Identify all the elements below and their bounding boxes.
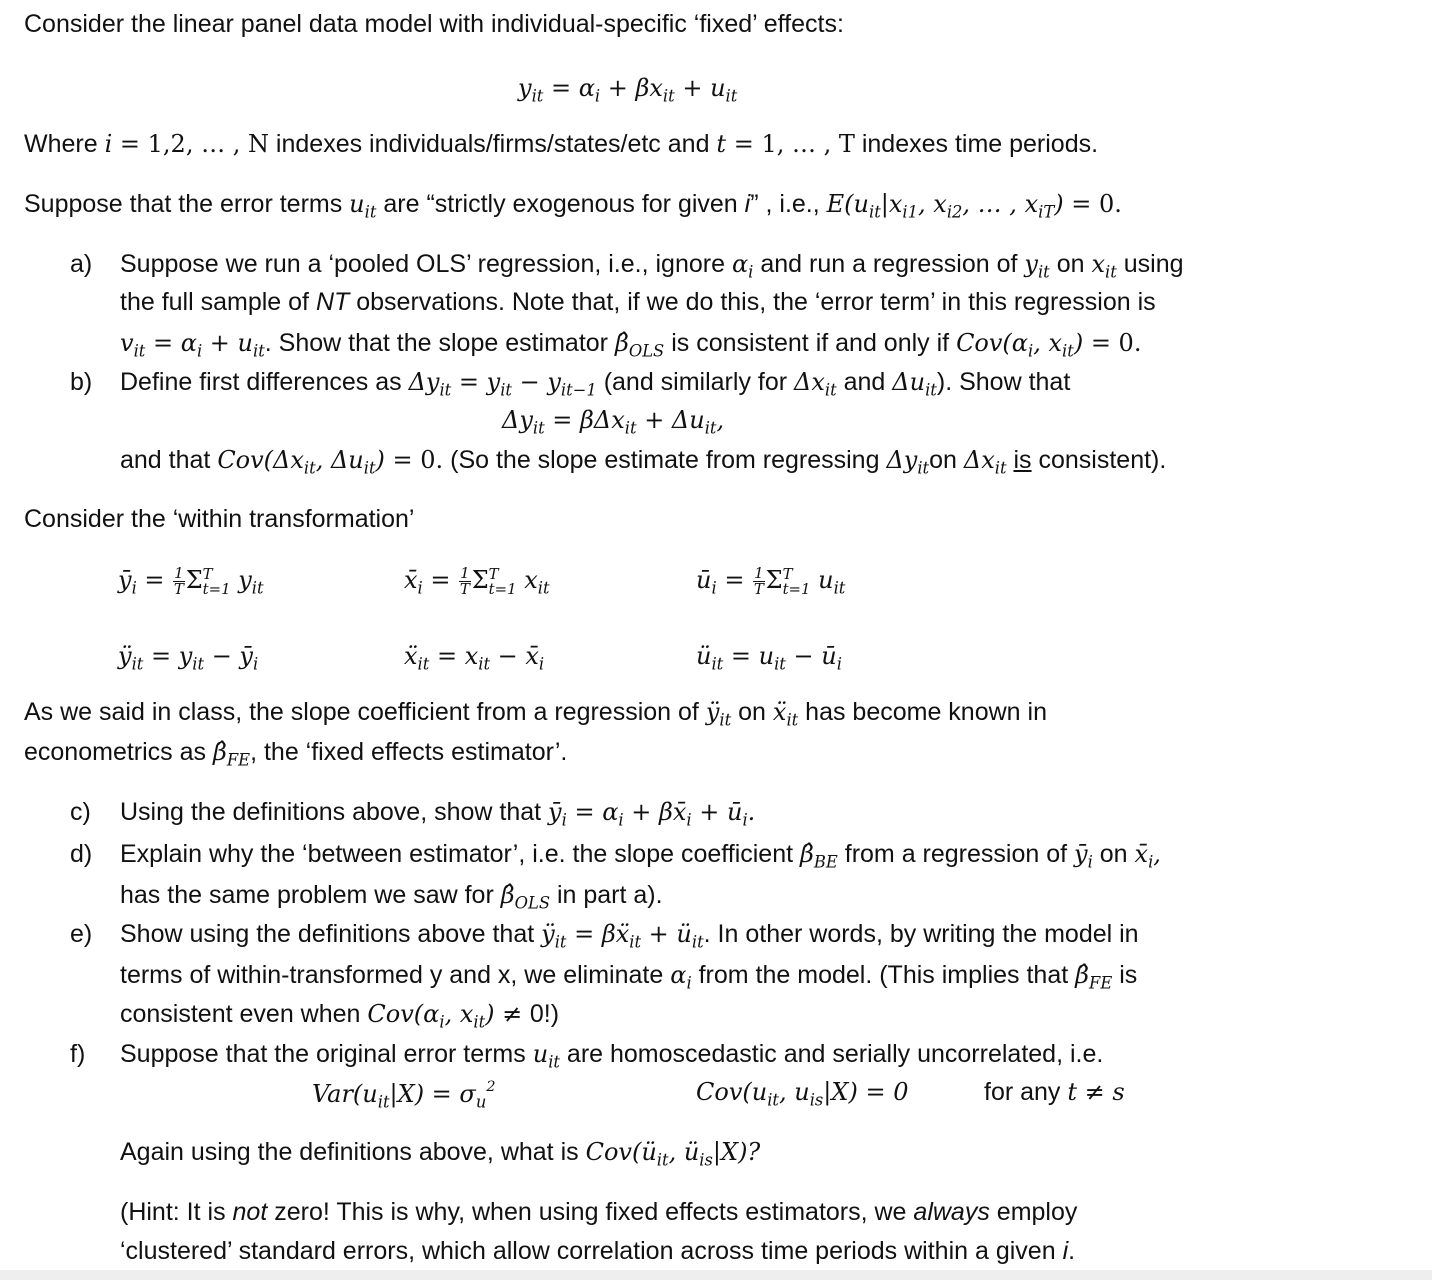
model-equation: $y_{it} = \alpha_i + \beta x_{it} + u_{it}$ bbox=[518, 74, 738, 106]
covariance-equation: $Cov(u_{it}$, $u_{is}|X) = 0$ bbox=[696, 1078, 909, 1110]
where-line: Where i = 1,2, … , N indexes individuals/firms/states/etc and t = 1, … , T indexes time periods. bbox=[24, 130, 1099, 158]
class-line2: econometrics as $\betâ_{FE}$, the ‘fixed effects estimator’. bbox=[24, 738, 568, 770]
xbar-definition: $x̄_i$ = $\frac{1}{T}$ Σ T t=1 $x_{it}$ bbox=[404, 564, 550, 598]
hint-line1: (Hint: It is not zero! This is why, when using fixed effects estimators, we always employ bbox=[120, 1198, 1078, 1226]
part-d-line1: Explain why the ‘between estimator’, i.e. the slope coefficient $\betâ_{BE}$ from a regression of $ȳ_i$ on $x̄_i$, bbox=[120, 840, 1161, 872]
for-any-text: for any t ≠ s bbox=[984, 1078, 1125, 1106]
ybar-definition: $ȳ_i$ = $\frac{1}{T}$ Σ T t=1 $y_{it}$ bbox=[118, 564, 264, 598]
part-c-label: c) bbox=[70, 798, 91, 826]
part-a-line3: $v_{it} = \alpha_i + u_{it}$. Show that the slope estimator $\betâ_{OLS}$ is consistent if and only if $Cov(\alpha_i$, $x_{it}) = 0$. bbox=[120, 329, 1142, 361]
part-e-label: e) bbox=[70, 920, 93, 948]
udd-definition: $ü_{it} = u_{it}$ − $ū_i$ bbox=[696, 642, 842, 674]
part-e-line1: Show using the definitions above that $ÿ_{it}$ = βẍ$_{it}$ + $ü_{it}$. In other words, by writing the model in bbox=[120, 920, 1139, 952]
ubar-definition: $ū_i$ = $\frac{1}{T}$ Σ T t=1 $u_{it}$ bbox=[696, 564, 846, 598]
bottom-edge bbox=[0, 1270, 1432, 1280]
part-d-line2: has the same problem we saw for $\betâ_{OLS}$ in part a). bbox=[120, 881, 663, 913]
part-b-line1: Define first differences as $\Delta y_{it} = y_{it} - y_{it-1}$ (and similarly for $\Delta x_{it}$ and $\Delta u_{it}$). Show that bbox=[120, 368, 1071, 400]
xdd-definition: ẍ$_{it}$ = $x_{it}$ − $x̄_i$ bbox=[404, 642, 545, 674]
exogeneity-line: Suppose that the error terms $u_{it}$ are “strictly exogenous for given i” , i.e., $E(u_{it}|x_{i1}$, $x_{i2}$, … , $x_{iT}) = 0$. bbox=[24, 190, 1122, 222]
part-a-line2: the full sample of NT observations. Note that, if we do this, the ‘error term’ in this regression is bbox=[120, 288, 1156, 316]
part-b-line3: and that $Cov(\Delta x_{it}$, $\Delta u_{it}) = 0$. (So the slope estimate from regressing $\Delta y_{it}on$ $\Delta x_{it}$ is consistent). bbox=[120, 446, 1167, 478]
part-f-label: f) bbox=[70, 1040, 86, 1068]
hint-line2: ‘clustered’ standard errors, which allow correlation across time periods within a given i. bbox=[120, 1237, 1076, 1265]
intro-text: Consider the linear panel data model with individual-specific ‘fixed’ effects: bbox=[24, 10, 844, 38]
part-b-label: b) bbox=[70, 368, 93, 396]
ydd-definition: $ÿ_{it} = y_{it}$ − $ȳ_i$ bbox=[118, 642, 259, 674]
part-c-line: Using the definitions above, show that $ȳ_i = \alpha_i$ + $\beta x̄_i$ + $ū_i$. bbox=[120, 798, 756, 830]
part-a-line1: Suppose we run a ‘pooled OLS’ regression, i.e., ignore $\alpha_i$ and run a regression of $y_{it}$ on $x_{it}$ using bbox=[120, 250, 1184, 282]
again-question: Again using the definitions above, what is $Cov(ü_{it}$, $ü_{is}|X$)? bbox=[120, 1138, 761, 1170]
part-a-label: a) bbox=[70, 250, 93, 278]
class-line1: As we said in class, the slope coefficient from a regression of $ÿ_{it}$ on ẍ$_{it}$ has become known in bbox=[24, 698, 1047, 730]
part-e-line2: terms of within-transformed y and x, we eliminate $\alpha_i$ from the model. (This implies that $\betâ_{FE}$ is bbox=[120, 961, 1138, 993]
within-heading: Consider the ‘within transformation’ bbox=[24, 505, 415, 533]
variance-equation: $Var(u_{it}|X) = \sigma_u^2$ bbox=[312, 1079, 496, 1112]
first-diff-equation: $\Delta y_{it} = \beta\Delta x_{it} + \Delta u_{it}$, bbox=[502, 406, 725, 438]
part-f-line1: Suppose that the original error terms $u_{it}$ are homoscedastic and serially uncorrelated, i.e. bbox=[120, 1040, 1104, 1072]
part-e-line3: consistent even when $Cov(\alpha_i$, $x_{it}) \ne 0$!) bbox=[120, 1000, 560, 1032]
part-d-label: d) bbox=[70, 840, 93, 868]
